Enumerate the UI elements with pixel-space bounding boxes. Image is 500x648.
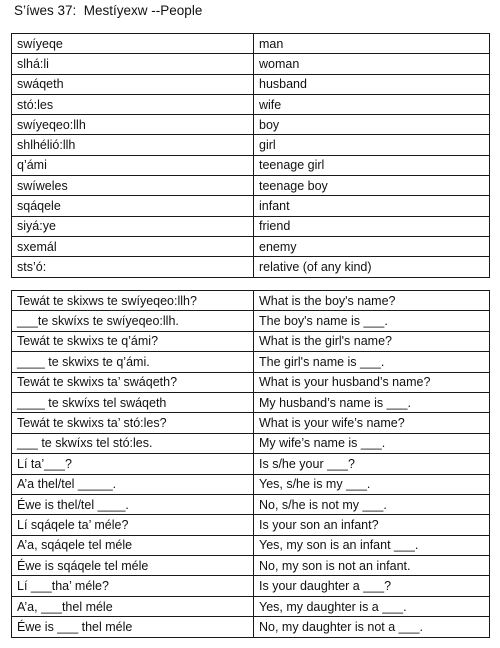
english-cell: Yes, my son is an infant ___. bbox=[254, 535, 490, 555]
english-cell: The boy's name is ___. bbox=[254, 311, 490, 331]
halkomelem-cell: swíweles bbox=[12, 176, 254, 196]
english-cell: Is s/he your ___? bbox=[254, 454, 490, 474]
english-cell: Yes, s/he is my ___. bbox=[254, 474, 490, 494]
table-row bbox=[12, 454, 490, 474]
english-cell: woman bbox=[254, 54, 490, 74]
halkomelem-cell: Tewát te skwixs ta’ stó:les? bbox=[12, 413, 254, 433]
table-row bbox=[12, 236, 490, 256]
table-row bbox=[12, 596, 490, 616]
table-row bbox=[12, 331, 490, 351]
halkomelem-cell: sts’ó: bbox=[12, 257, 254, 277]
halkomelem-cell: stó:les bbox=[12, 94, 254, 114]
table-row bbox=[12, 372, 490, 392]
halkomelem-cell: sqáqele bbox=[12, 196, 254, 216]
table-row bbox=[12, 352, 490, 372]
english-cell: No, my daughter is not a ___. bbox=[254, 617, 490, 637]
halkomelem-cell: Éwe is thel/tel ____. bbox=[12, 494, 254, 514]
table-row bbox=[12, 474, 490, 494]
english-cell: What is the girl's name? bbox=[254, 331, 490, 351]
english-cell: What is the boy's name? bbox=[254, 291, 490, 311]
table-row bbox=[12, 617, 490, 637]
halkomelem-cell: swáqeth bbox=[12, 74, 254, 94]
halkomelem-cell: Éwe is sqáqele tel méle bbox=[12, 556, 254, 576]
table-row bbox=[12, 257, 490, 277]
english-cell: My wife’s name is ___. bbox=[254, 433, 490, 453]
english-cell: enemy bbox=[254, 236, 490, 256]
halkomelem-cell: sxemál bbox=[12, 236, 254, 256]
english-cell: relative (of any kind) bbox=[254, 257, 490, 277]
halkomelem-cell: q’ámi bbox=[12, 155, 254, 175]
table-row bbox=[12, 135, 490, 155]
table-row bbox=[12, 413, 490, 433]
english-cell: friend bbox=[254, 216, 490, 236]
table-row bbox=[12, 34, 490, 54]
halkomelem-cell: A’a thel/tel _____. bbox=[12, 474, 254, 494]
english-cell: boy bbox=[254, 115, 490, 135]
english-cell: man bbox=[254, 34, 490, 54]
english-cell: Is your son an infant? bbox=[254, 515, 490, 535]
halkomelem-cell: ___te skwíxs te swíyeqeo:llh. bbox=[12, 311, 254, 331]
english-cell: What is your husband’s name? bbox=[254, 372, 490, 392]
table-row bbox=[12, 94, 490, 114]
table-row bbox=[12, 515, 490, 535]
table-row bbox=[12, 196, 490, 216]
halkomelem-cell: Éwe is ___ thel méle bbox=[12, 617, 254, 637]
english-cell: infant bbox=[254, 196, 490, 216]
halkomelem-cell: Tewát te skwixs ta’ swáqeth? bbox=[12, 372, 254, 392]
table-row bbox=[12, 311, 490, 331]
page-title: S’íwes 37: Mestíyexw --People bbox=[14, 3, 203, 18]
halkomelem-cell: siyá:ye bbox=[12, 216, 254, 236]
english-cell: No, my son is not an infant. bbox=[254, 556, 490, 576]
table-row bbox=[12, 556, 490, 576]
english-cell: No, s/he is not my ___. bbox=[254, 494, 490, 514]
english-cell: wife bbox=[254, 94, 490, 114]
halkomelem-cell: slhá:li bbox=[12, 54, 254, 74]
halkomelem-cell: swíyeqe bbox=[12, 34, 254, 54]
english-cell: teenage girl bbox=[254, 155, 490, 175]
table-row bbox=[12, 115, 490, 135]
halkomelem-cell: shlhélió:llh bbox=[12, 135, 254, 155]
halkomelem-cell: Tewát te skixws te swíyeqeo:llh? bbox=[12, 291, 254, 311]
table-row bbox=[12, 576, 490, 596]
english-cell: What is your wife’s name? bbox=[254, 413, 490, 433]
english-cell: Yes, my daughter is a ___. bbox=[254, 596, 490, 616]
english-cell: girl bbox=[254, 135, 490, 155]
english-cell: My husband’s name is ___. bbox=[254, 392, 490, 412]
english-cell: teenage boy bbox=[254, 176, 490, 196]
halkomelem-cell: Tewát te skwixs te q’ámi? bbox=[12, 331, 254, 351]
table-row bbox=[12, 176, 490, 196]
halkomelem-cell: A’a, ___thel méle bbox=[12, 596, 254, 616]
table-row bbox=[12, 535, 490, 555]
table-row bbox=[12, 433, 490, 453]
english-cell: The girl's name is ___. bbox=[254, 352, 490, 372]
halkomelem-cell: ____ te skwíxs tel swáqeth bbox=[12, 392, 254, 412]
table-row bbox=[12, 494, 490, 514]
english-cell: Is your daughter a ___? bbox=[254, 576, 490, 596]
table-row bbox=[12, 74, 490, 94]
halkomelem-cell: Lí ___tha’ méle? bbox=[12, 576, 254, 596]
table-row bbox=[12, 155, 490, 175]
table-row bbox=[12, 291, 490, 311]
halkomelem-cell: Lí sqáqele ta’ méle? bbox=[12, 515, 254, 535]
vocabulary-table bbox=[11, 33, 490, 278]
table-row bbox=[12, 54, 490, 74]
table-row bbox=[12, 392, 490, 412]
table-row bbox=[12, 216, 490, 236]
halkomelem-cell: swíyeqeo:llh bbox=[12, 115, 254, 135]
halkomelem-cell: A’a, sqáqele tel méle bbox=[12, 535, 254, 555]
halkomelem-cell: Lí ta’___? bbox=[12, 454, 254, 474]
english-cell: husband bbox=[254, 74, 490, 94]
halkomelem-cell: ____ te skwixs te q’ámi. bbox=[12, 352, 254, 372]
halkomelem-cell: ___ te skwíxs tel stó:les. bbox=[12, 433, 254, 453]
phrases-table bbox=[11, 290, 490, 638]
